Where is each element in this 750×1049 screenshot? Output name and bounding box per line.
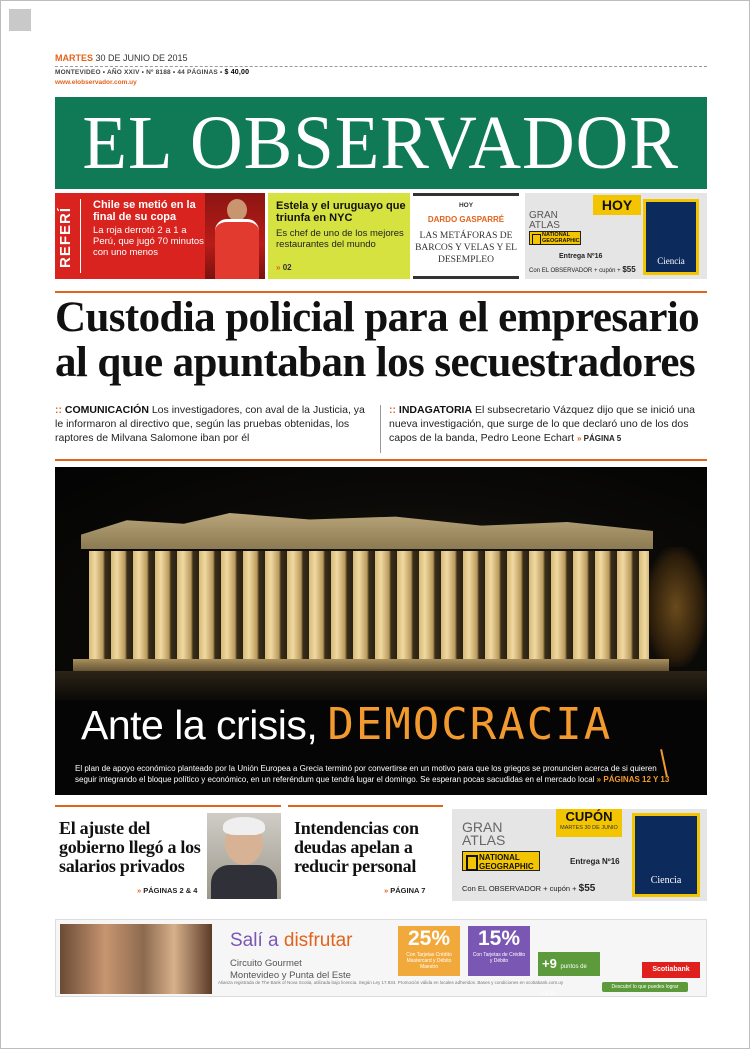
promo-15-value: 15% [477,927,521,950]
main-headline[interactable]: Custodia policial para el empresario al que apuntaban los secuestradores [55,294,700,386]
coupon-cover-image [632,813,700,897]
teaser-column[interactable] [413,193,519,279]
page-arrow: » [137,886,142,895]
website-link[interactable]: www.elobservador.com.uy [55,79,137,86]
subcolumn-left [55,403,373,445]
ad-headline-a: Salí a [230,930,284,951]
atlas-brand: EL OBSERVADOR [541,268,593,274]
column-title: LAS METÁFORAS DE BARCOS Y VELAS Y EL DESEMPLEO [415,231,517,265]
coupon-offer [462,883,595,894]
column-divider [380,405,381,453]
coupon-cupon: + cupón + [543,884,577,893]
masthead [55,97,707,189]
scotiabank-ad[interactable] [55,919,707,997]
referi-tag: REFERÍ [57,206,74,268]
coupon-con: Con [462,884,476,893]
subcolumn-left-text: Los investigadores, con aval de la Justicia, ya le informaron al directivo que, según las pruebas obtenidas, los raptores de Milvana Salomone iban por él [55,404,365,444]
coupon-badge-label: CUPÓN [565,809,613,824]
parthenon-photo[interactable] [55,467,707,795]
coupon-badge [556,809,622,837]
teaser-strip [55,193,707,279]
story-ajuste-title: El ajuste del gobierno llegó a los salarios privados [59,818,201,876]
lit-trees [645,547,707,667]
orange-rule-top [55,291,707,293]
coupon-natgeo-logo: NATIONAL GEOGRAPHIC [462,851,540,871]
story-intendencias-page-number: PÁGINA 7 [390,886,426,895]
ad-diners-photo [60,924,212,994]
coupon-price: $55 [578,883,596,894]
story-intendencias[interactable] [288,809,443,899]
ad-headline [230,930,353,952]
dateline-day: MARTES [55,53,93,63]
dateline-rule [55,66,707,67]
photo-headline [81,699,612,750]
promo-25-text: Con Tarjetas Crédito Mastercard y Débito Maestro [406,952,452,970]
ad-promo-15 [468,926,530,976]
dateline-date: 30 DE JUNIO DE 2015 [95,53,188,63]
corner-marker [9,9,31,31]
page-arrow: » [576,434,582,443]
ad-subtitle [230,958,351,982]
promo-15-text: Con Tarjetas de Crédito y Débito [472,952,526,964]
teaser-atlas-promo[interactable] [525,193,707,279]
photo-page: PÁGINAS 12 Y 13 [603,775,670,784]
coupon-atlas-title: GRAN ATLAS [462,819,506,848]
natgeo-logo: NATIONAL GEOGRAPHIC [529,231,581,245]
story-intendencias-title: Intendencias con deudas apelan a reducir personal [294,818,419,876]
edition-price: $ 40,00 [224,69,250,76]
estela-page-number: 02 [282,263,292,272]
referi-title: Chile se metió en la final de su copa [93,199,196,223]
referi-divider [80,199,81,273]
atlas-entrega: Entrega Nº16 [559,253,603,260]
subcolumn-right-page [577,434,621,443]
column-kicker: HOY [458,202,474,209]
subcolumn-right [389,403,707,446]
bullet-icon: :: [389,404,396,416]
coupon-cover-title: Ciencia [650,875,682,886]
atlas-offer [529,265,636,274]
atlas-hoy-badge: HOY [593,195,641,215]
edition-info [55,69,249,76]
story-intendencias-page [384,886,425,895]
promo-25-value: 25% [407,927,451,950]
orange-rule-b1 [55,805,281,807]
ad-fine-print: Alianza registrada de The Bank of Nova Scotia, utilizada bajo licencia. Según Ley 17.934. Promoción válida en locales adheridos. Bases y condiciones en scotiabank.com.uy [218,980,564,985]
coupon-promo[interactable] [452,809,707,901]
referi-text: La roja derrotó 2 a 1 a Perú, que jugó 70 minutos con uno menos [93,225,204,258]
coupon-badge-date: MARTES 30 DE JUNIO [560,825,618,831]
ad-promo-25 [398,926,460,976]
dateline [55,53,707,63]
player-head [227,199,247,221]
newspaper-title: EL OBSERVADOR [82,101,680,185]
page-arrow: » [384,886,389,895]
ad-headline-b: disfrutar [283,930,353,951]
ad-line1: Circuito Gourmet [230,958,302,969]
ad-cta[interactable]: Descubrí lo que puedes lograr [602,982,688,992]
teaser-referi[interactable] [55,193,265,279]
atlas-con: Con [529,268,541,274]
atlas-price: $55 [622,265,636,274]
story-ajuste-page-number: PÁGINAS 2 & 4 [143,886,198,895]
subcolumn-right-text: El subsecretario Vázquez dijo que se inició una nueva investigación, que surge de lo que declaró uno de los dos capos de la banda, Pedro Leone Echart [389,404,696,444]
photo-caption-text: El plan de apoyo económico planteado por la Unión Europea a Grecia terminó por convertirse en un motivo para que los griegos se pronuncien acerca de si quieren seguir integrando el bloque político y económico, en un referéndum que tendrá lugar el domingo. Se esperan pocas sacudidas en el mercado local [75,764,657,784]
edition-details: MONTEVIDEO • AÑO XXIV • Nº 8188 • 44 PÁGINAS • [55,69,223,76]
bullet-icon: :: [55,404,62,416]
estela-page [276,263,292,272]
subcolumn-right-page-number: PÁGINA 5 [583,434,622,443]
coupon-entrega: Entrega Nº16 [570,857,620,866]
atlas-cover-title: Ciencia [657,256,685,266]
photo-caption [75,763,675,785]
coupon-brand: EL OBSERVADOR [477,884,542,893]
photo-headline-democracia: DEMOCRACIA [327,699,613,750]
iva-text: puntos de I.V.A. [542,964,587,997]
page-arrow: » [596,775,602,784]
portrait-hair [223,817,265,835]
story-ajuste[interactable] [55,809,281,899]
iva-value: +9 [542,956,557,971]
atlas-cover-image [643,199,699,275]
atlas-cupon: + cupón + [593,268,621,274]
portrait-suit [211,865,277,899]
orange-rule-mid [55,459,707,461]
atlas-title: GRAN ATLAS [529,210,560,231]
column-author: DARDO GASPARRÉ [427,215,505,224]
estela-text: Es chef de uno de los mejores restaurantes del mundo [276,228,404,250]
teaser-estela[interactable] [268,193,410,279]
scotiabank-logo: Scotiabank [642,962,700,978]
orange-rule-b2 [288,805,443,807]
parthenon-columns [89,551,649,661]
subcolumn-left-label: COMUNICACIÓN [64,404,149,416]
subcolumn-right-label: INDAGATORIA [398,404,473,416]
football-player-photo [205,193,265,279]
photo-headline-main: Ante la crisis, [81,702,318,748]
page-arrow: » [276,263,281,272]
player-body [215,219,259,279]
ad-iva-badge [538,952,600,997]
story-ajuste-page [137,886,197,895]
ad-line2: Montevideo y Punta del Este [230,970,351,981]
official-portrait [207,813,281,899]
estela-title: Estela y el uruguayo que triunfa en NYC [276,200,406,224]
acropolis-hill [55,671,707,701]
